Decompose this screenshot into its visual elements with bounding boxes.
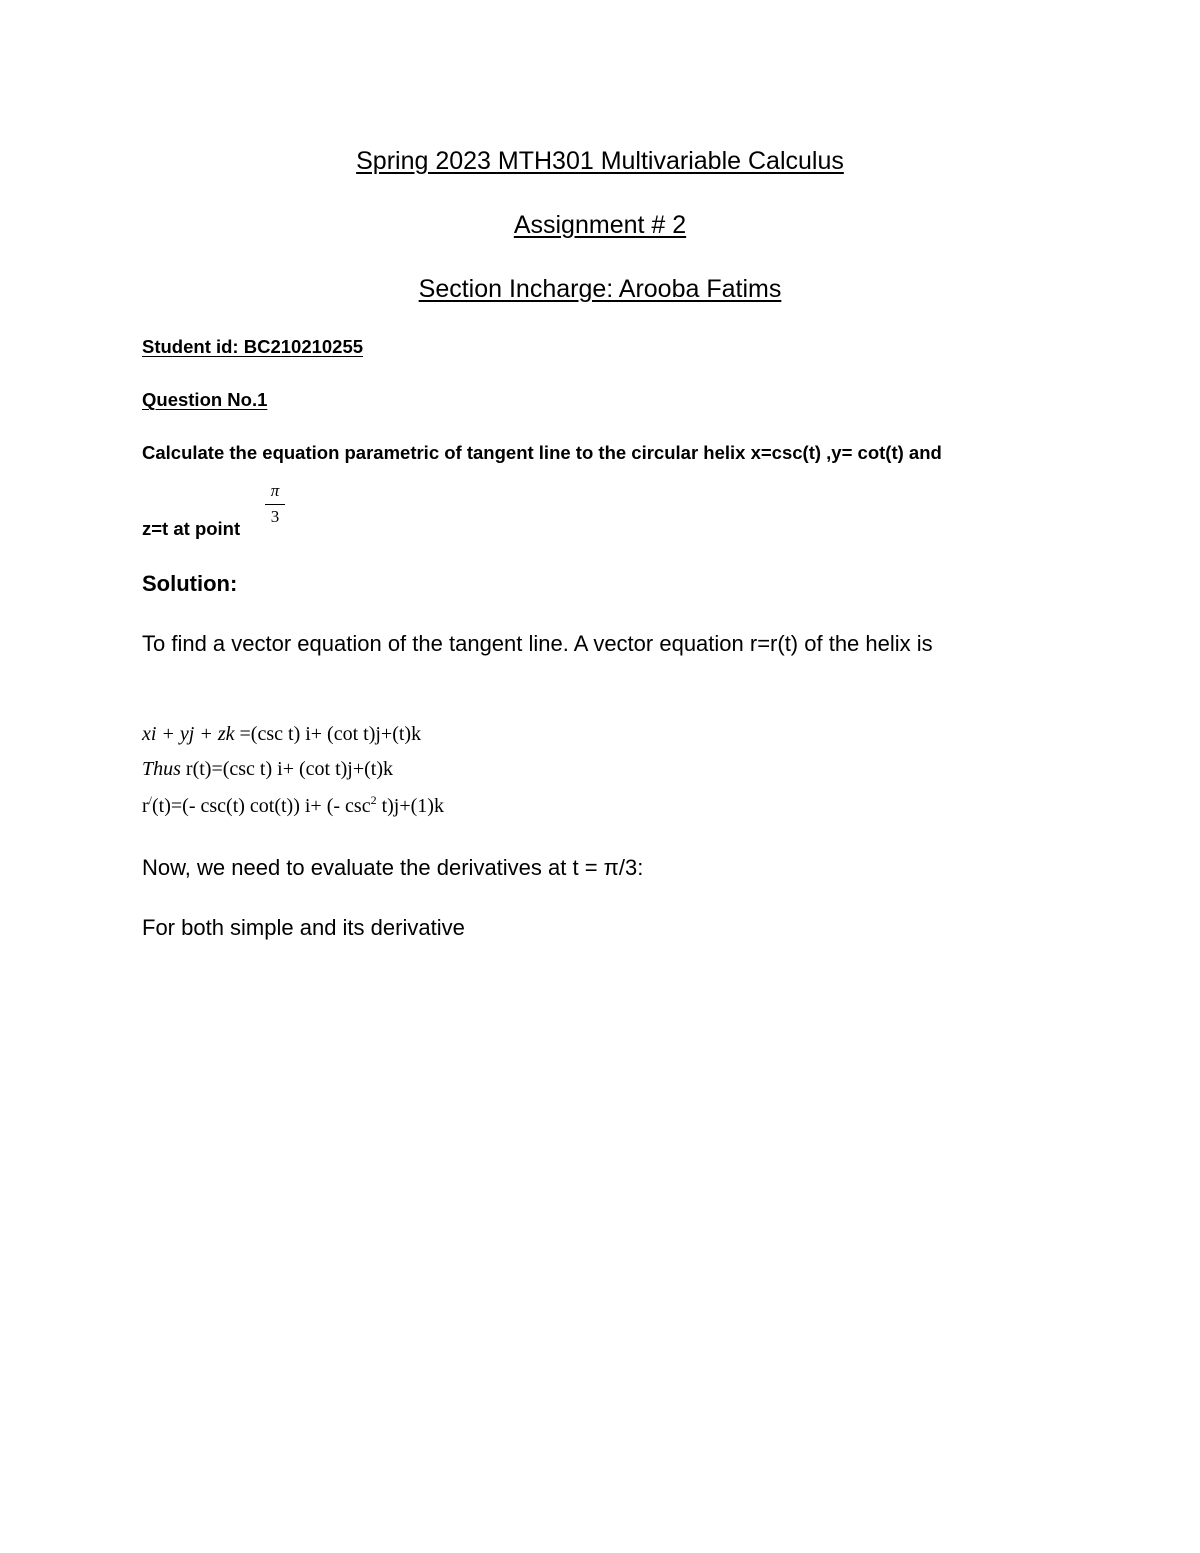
question-text: Calculate the equation parametric of tangent line to the circular helix x=csc(t) ,y= cot(t) and — [142, 442, 942, 463]
equation-2-rhs: r(t)=(csc t) i+ (cot t)j+(t)k — [180, 758, 393, 780]
point-fraction — [262, 480, 288, 527]
equation-1 — [142, 723, 421, 746]
fraction-bar — [265, 504, 285, 505]
solution-intro: To find a vector equation of the tangent line. A vector equation r=r(t) of the helix is — [142, 631, 933, 656]
fraction-denominator: 3 — [270, 507, 280, 526]
equation-3-prime: / — [148, 793, 153, 807]
evaluate-text: Now, we need to evaluate the derivatives at t = π/3: — [142, 855, 644, 880]
section-incharge-title: Section Incharge: Arooba Fatims — [418, 275, 782, 303]
solution-heading: Solution: — [142, 571, 238, 596]
question-point-text: z=t at point — [142, 518, 241, 539]
course-title: Spring 2023 MTH301 Multivariable Calculus — [356, 147, 844, 175]
fraction-numerator: π — [270, 481, 280, 500]
equation-3-tail: t)j+(1)k — [376, 795, 444, 817]
assignment-title: Assignment # 2 — [513, 211, 687, 239]
equation-3-body: (t)=(- csc(t) cot(t)) i+ (- csc — [152, 795, 371, 817]
equation-3 — [142, 795, 444, 818]
derivative-note: For both simple and its derivative — [142, 915, 465, 940]
equation-3-r: r — [142, 795, 149, 817]
equation-1-rhs: =(csc t) i+ (cot t)j+(t)k — [234, 723, 422, 745]
equation-3-power: 2 — [370, 793, 377, 807]
question-label: Question No.1 — [142, 389, 268, 410]
student-id: Student id: BC210210255 — [142, 336, 364, 357]
equation-1-lhs: xi + yj + zk — [142, 723, 235, 745]
equation-2-lhs: Thus — [142, 758, 181, 780]
equation-2 — [142, 758, 393, 781]
